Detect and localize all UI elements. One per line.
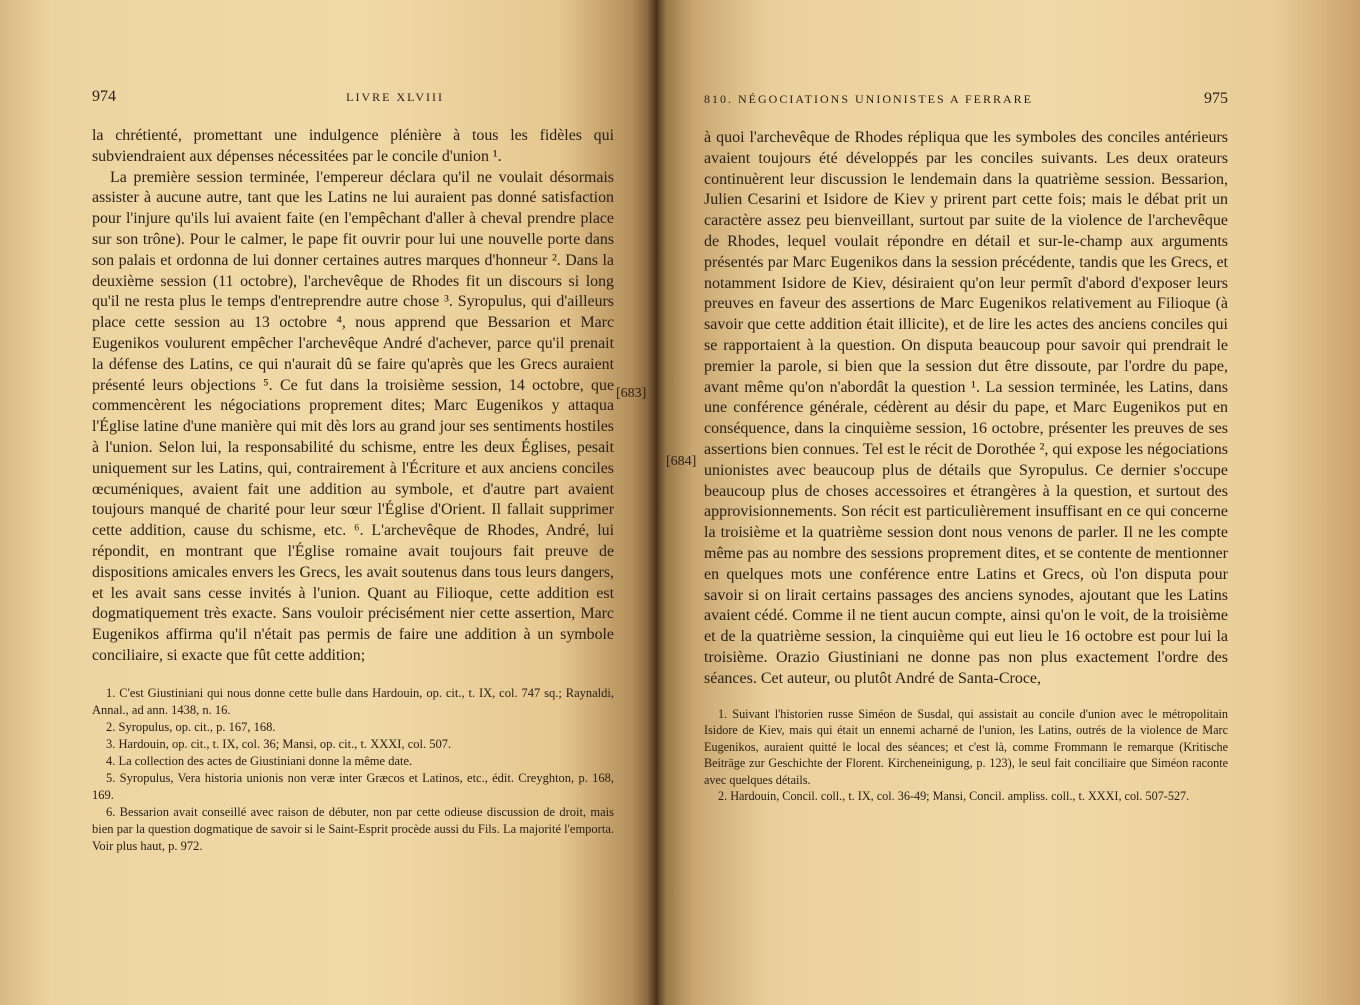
left-body-text [92,126,614,667]
right-footnote-1: 1. Suivant l'historien russe Siméon de Susdal, qui assistait au concile d'union avec le métropolitain Isidore de Kiev, mais qui était un ennemi acharné de l'union, les Latins, outrés de la violence de Marc Eugenikos, auraient quitté le local des séances; et c'est là, comme Frommann le remarque (Kritische Beiträge zur Geschichte der Florent. Kircheneinigung, p. 123), le seul fait conciliaire que Siméon raconte avec quelques détails. [704,706,1228,787]
margin-page-ref-684: [684] [666,454,697,469]
right-page [658,0,1360,1005]
left-footnote-5: 5. Syropulus, Vera historia unionis non veræ inter Græcos et Latinos, etc., édit. Creyghton, p. 168, 169. [92,770,614,802]
left-footnote-3: 3. Hardouin, op. cit., t. IX, col. 36; Mansi, op. cit., t. XXXI, col. 507. [106,736,452,751]
right-body-text [704,128,1228,690]
right-page-number: 975 [1204,90,1228,107]
left-footnotes [92,685,614,855]
left-paragraph-1: la chrétienté, promettant une indulgence plénière à tous les fidèles qui subviendraient aux dépenses nécessitées par le concile d'union ¹. [92,127,614,165]
right-running-head [704,90,1228,108]
right-running-title: 810. NÉGOCIATIONS UNIONISTES A FERRARE [704,92,1034,106]
left-running-head [92,88,614,106]
left-page-number: 974 [92,88,116,105]
right-paragraph-1: à quoi l'archevêque de Rhodes répliqua que les symboles des conciles antérieurs avaient toujours été développés par les conciles suivants. Les deux orateurs continuèrent leur discussion le lendemain dans la quatrième session. Bessarion, Julien Cesarini et Isidore de Kiev y prirent part cette fois; mais le débat prit un caractère assez peu bienveillant, surtout par suite de la violence de l'archevêque de Rhodes, lequel voulait répondre en détail et sur-le-champ aux arguments présentés par Marc Eugenikos dans la session précédente, tandis que les Grecs, et notamment Isidore de Kiev, désiraient qu'on leur permît d'abord d'exposer leurs preuves en faveur des assertions de Marc Eugenikos relativement au Filioque (à savoir que cette addition était illicite), et de lire les actes des anciens conciles qui se rapportaient à la question. On disputa beaucoup pour savoir qui prendrait le premier la parole, si bien que la session dut être dissoute, par l'ordre du pape, avant même qu'on n'abordât la question ¹. La session terminée, les Latins, dans une conférence générale, cédèrent au désir du pape, et Marc Eugenikos put en conséquence, dans la cinquième session, 16 octobre, présenter les preuves de ses assertions bien connues. Tel est le récit de Dorothée ², qui expose les négociations unionistes avec beaucoup plus de détails que Syropulus. Ce dernier s'occupe beaucoup plus de choses accessoires et étrangères à la question, et surtout des approvisionnements. Son récit est particulièrement insuffisant en ce qui concerne la troisième et la quatrième session dont nous venons de parler. Il ne les compte même pas au nombre des sessions proprement dites, et se contente de mentionner en quelques mots une conférence entre Latins et Grecs, où l'on disputa pour savoir si on lirait certains passages des anciens synodes, ajoutant que les Latins avaient cédé. Comme il ne tient aucun compte, ainsi qu'on le voit, de la troisième et de la quatrième session, la cinquième qui eut lieu le 16 octobre est pour lui la troisième. Orazio Giustiniani ne donne pas non plus exactement l'ordre des séances. Cet auteur, ou plutôt André de Santa-Croce, [704,129,1228,687]
margin-page-ref-683: [683] [616,386,647,401]
left-footnote-2: 2. Syropulus, op. cit., p. 167, 168. [106,719,276,734]
left-paragraph-2: La première session terminée, l'empereur déclara qu'il ne voulait désormais assister à aucune autre, tant que les Latins ne lui auraient pas donné satisfaction pour l'injure qu'ils lui avaient faite (en l'empêchant d'aller à cheval prendre place sur son trône). Pour le calmer, le pape fit ouvrir pour lui une nouvelle porte dans son palais et ordonna de lui donner certaines autres marques d'honneur ². Dans la deuxième session (11 octobre), l'archevêque de Rhodes fit un discours si long qu'il ne resta plus le temps d'entreprendre autre chose ³. Syropulus, qui d'ailleurs place cette session au 13 octobre ⁴, nous apprend que Bessarion et Marc Eugenikos voulurent empêcher l'archevêque André d'achever, parce qu'il prenait la défense des Latins, ce qui n'aurait dû se faire qu'après que les Grecs auraient présenté leurs objections ⁵. Ce fut dans la troisième session, 14 octobre, que commencèrent les négociations proprement dites; Marc Eugenikos y attaqua l'Église latine d'une manière qui mit dès lors au grand jour ses sentiments hostiles à l'union. Selon lui, la responsabilité du schisme, entre les deux Églises, pesait uniquement sur les Latins, qui, contrairement à l'Écriture et aux anciens conciles œcuméniques, avaient fait une addition au symbole, et d'autre part avaient toujours manqué de charité pour leur sœur l'Église d'Orient. Il fallait supprimer cette addition, cause du schisme, etc. ⁶. L'archevêque de Rhodes, André, lui répondit, en montrant que l'Église romaine avait toujours fait preuve de dispositions amicales envers les Grecs, les avait soutenus dans tous leurs dangers, et les avait sans cesse invités à l'union. Quant au Filioque, cette addition est dogmatiquement très exacte. Sans vouloir précisément nier cette assertion, Marc Eugenikos affirma qu'il n'était pas permis de faire une addition à un symbole conciliaire, si exacte que fût cette addition; [92,168,614,664]
right-footnotes [704,706,1228,806]
right-footnote-2: 2. Hardouin, Concil. coll., t. IX, col. 36-49; Mansi, Concil. ampliss. coll., t. XXXI, col. 507-527. [718,789,1190,804]
left-footnote-1: 1. C'est Giustiniani qui nous donne cette bulle dans Hardouin, op. cit., t. IX, col. 747 sq.; Raynaldi, Annal., ad ann. 1438, n. 16. [92,685,614,717]
left-running-title: LIVRE XLVIII [346,90,444,104]
left-footnote-6: 6. Bessarion avait conseillé avec raison de débuter, non par cette odieuse discussion de droit, mais bien par la question dogmatique de savoir si le Saint-Esprit procède aussi du Fils. La majorité l'emporta. Voir plus haut, p. 972. [92,804,614,853]
left-footnote-4: 4. La collection des actes de Giustiniani donne la même date. [106,753,413,768]
left-page [0,0,658,1005]
